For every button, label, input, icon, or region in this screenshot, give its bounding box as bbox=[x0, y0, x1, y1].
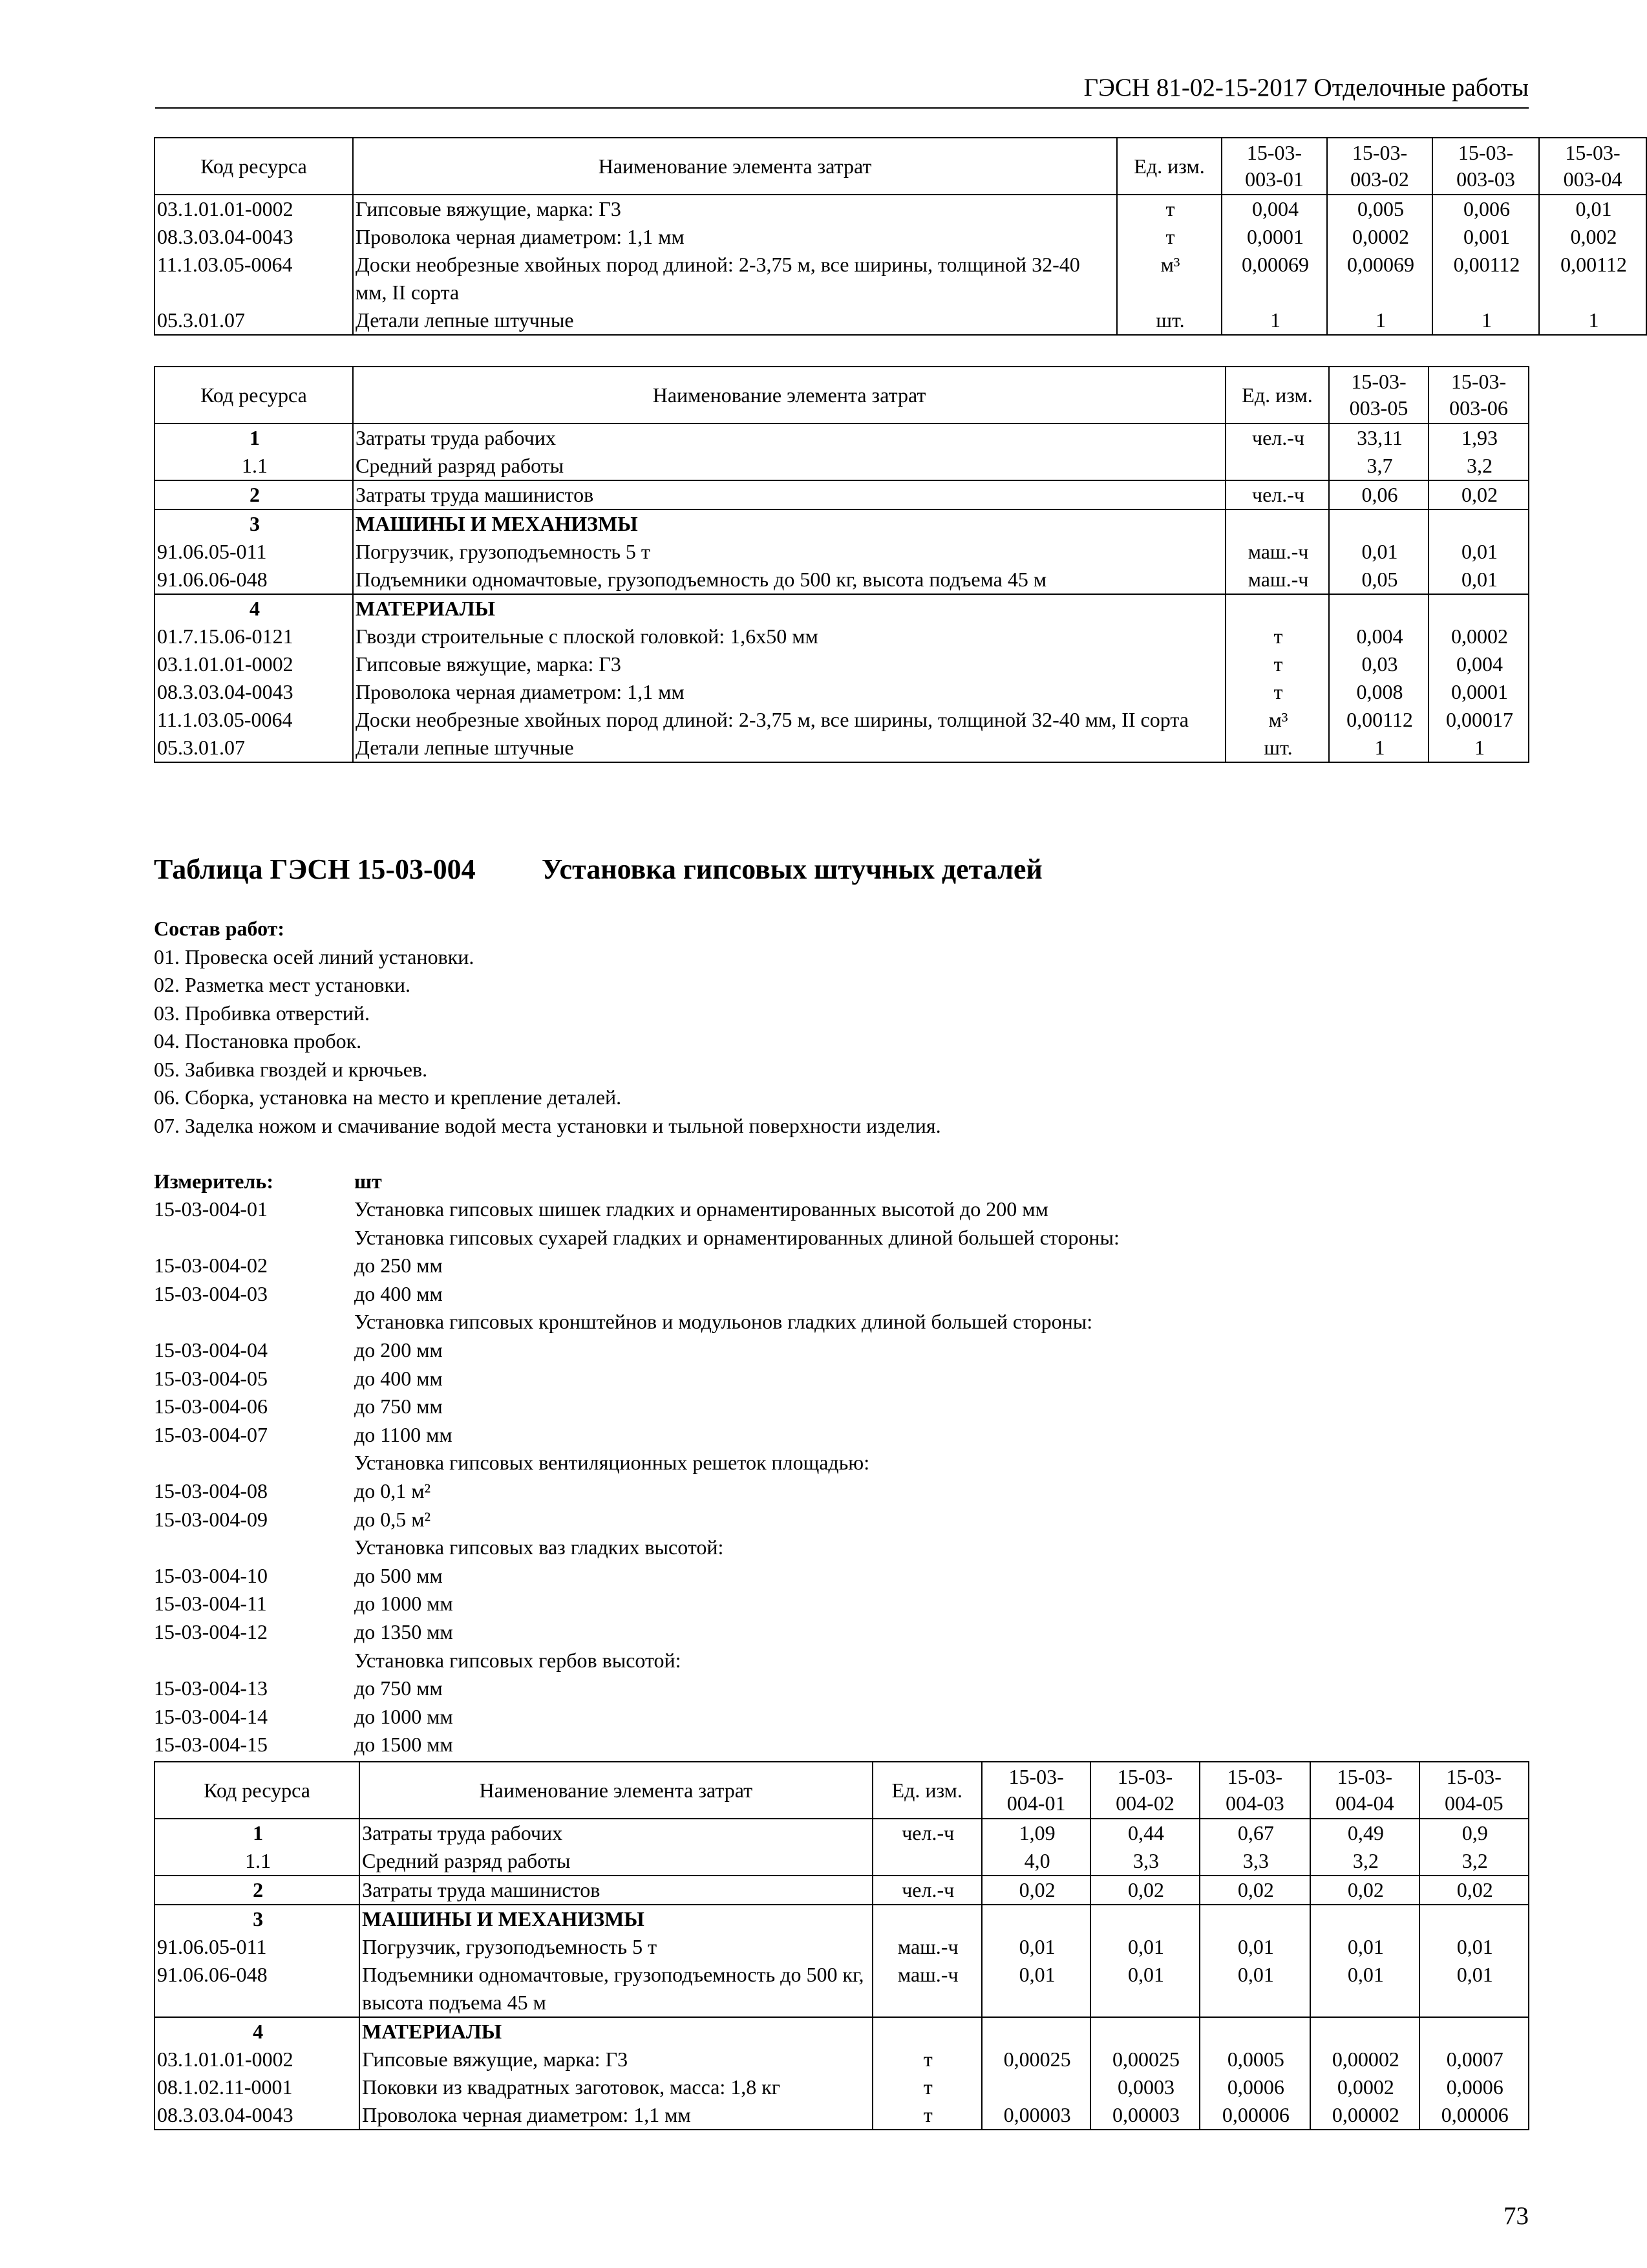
norm-value: 33,11 bbox=[1329, 423, 1429, 452]
norm-value: 3,2 bbox=[1310, 1847, 1419, 1876]
norm-code: 15-03-004-06 bbox=[154, 1395, 268, 1418]
resource-code: 3 bbox=[154, 1905, 359, 1933]
norm-description: до 0,5 м² bbox=[354, 1507, 431, 1531]
composition-title: Состав работ: bbox=[154, 917, 285, 940]
table-number: Таблица ГЭСН 15-03-004 bbox=[154, 853, 476, 885]
table-row bbox=[154, 480, 1529, 509]
norm-value: 3,2 bbox=[1429, 452, 1529, 480]
norm-code: 15-03-004-10 bbox=[154, 1563, 268, 1587]
column-header: 15-03- 003-05 bbox=[1329, 367, 1429, 423]
column-header: Код ресурса bbox=[154, 367, 353, 423]
norm-code: 15-03-004-05 bbox=[154, 1366, 268, 1390]
unit: чел.-ч bbox=[873, 1876, 982, 1905]
table-row bbox=[154, 306, 1646, 335]
unit: т bbox=[1117, 223, 1222, 251]
norm-value: 0,02 bbox=[1200, 1876, 1310, 1905]
norm-value: 1 bbox=[1327, 306, 1432, 335]
norm-value bbox=[1200, 1905, 1310, 1933]
norm-list-item bbox=[154, 1674, 1447, 1703]
resource-code: 01.7.15.06-0121 bbox=[154, 623, 353, 650]
norm-value: 0,01 bbox=[982, 1933, 1090, 1961]
norm-list-item bbox=[154, 1195, 1447, 1224]
norm-value: 4,0 bbox=[982, 1847, 1090, 1876]
unit: чел.-ч bbox=[1226, 423, 1329, 452]
cost-element-name: Проволока черная диаметром: 1,1 мм bbox=[353, 678, 1226, 706]
unit: м³ bbox=[1226, 706, 1329, 734]
cost-element-name: Затраты труда рабочих bbox=[359, 1819, 872, 1847]
unit: т bbox=[1226, 678, 1329, 706]
table-row bbox=[154, 452, 1529, 480]
resource-code: 91.06.05-011 bbox=[154, 1933, 359, 1961]
column-header: 15-03- 004-04 bbox=[1310, 1762, 1419, 1819]
norm-value: 0,01 bbox=[1429, 538, 1529, 566]
norm-description: до 400 мм bbox=[354, 1366, 443, 1390]
norm-value: 0,00006 bbox=[1200, 2101, 1310, 2130]
norm-value: 0,01 bbox=[1419, 1961, 1529, 2017]
norm-list-item bbox=[154, 1393, 1447, 1421]
norm-value bbox=[1329, 509, 1429, 538]
table-header-row bbox=[154, 138, 1646, 195]
table-row bbox=[154, 1876, 1529, 1905]
norm-description: до 1000 мм bbox=[354, 1592, 453, 1616]
composition-item: 07. Заделка ножом и смачивание водой места установки и тыльной поверхности изделия. bbox=[154, 1113, 941, 1137]
resource-code: 08.3.03.04-0043 bbox=[154, 678, 353, 706]
norm-value bbox=[1310, 1905, 1419, 1933]
column-header: Наименование элемента затрат bbox=[359, 1762, 872, 1819]
norm-value: 0,008 bbox=[1329, 678, 1429, 706]
norm-code: 15-03-004-01 bbox=[154, 1197, 268, 1221]
resource-table-3 bbox=[154, 1761, 1529, 2130]
norm-value: 0,00002 bbox=[1310, 2101, 1419, 2130]
cost-element-name: МАШИНЫ И МЕХАНИЗМЫ bbox=[353, 509, 1226, 538]
norm-value: 1 bbox=[1429, 734, 1529, 762]
norm-value: 0,00112 bbox=[1539, 251, 1646, 306]
composition-block bbox=[154, 915, 941, 1140]
norm-code: 15-03-004-14 bbox=[154, 1704, 268, 1728]
meter-row bbox=[154, 1168, 1447, 1196]
resource-code: 05.3.01.07 bbox=[154, 734, 353, 762]
norm-value: 0,004 bbox=[1429, 650, 1529, 678]
unit: т bbox=[873, 2046, 982, 2073]
table-row bbox=[154, 678, 1529, 706]
resource-code: 91.06.06-048 bbox=[154, 566, 353, 594]
norm-value: 0,00112 bbox=[1329, 706, 1429, 734]
table-row bbox=[154, 223, 1646, 251]
norm-value: 1 bbox=[1539, 306, 1646, 335]
norm-list-item bbox=[154, 1590, 1447, 1618]
table-row bbox=[154, 594, 1529, 623]
norm-value: 0,9 bbox=[1419, 1819, 1529, 1847]
norm-value: 0,0007 bbox=[1419, 2046, 1529, 2073]
resource-code: 2 bbox=[154, 1876, 359, 1905]
unit bbox=[873, 1847, 982, 1876]
norm-value: 0,01 bbox=[1310, 1961, 1419, 2017]
header-rule bbox=[155, 107, 1529, 109]
norm-value: 0,0006 bbox=[1419, 2073, 1529, 2101]
norm-value: 0,0002 bbox=[1327, 223, 1432, 251]
table-row bbox=[154, 1819, 1529, 1847]
norm-value: 0,01 bbox=[1310, 1933, 1419, 1961]
table-header-row bbox=[154, 367, 1529, 423]
composition-item: 01. Провеска осей линий установки. bbox=[154, 945, 474, 968]
norm-value: 0,002 bbox=[1539, 223, 1646, 251]
norm-description: до 200 мм bbox=[354, 1338, 443, 1362]
norm-list-item bbox=[154, 1308, 1447, 1336]
norm-value: 0,00025 bbox=[1090, 2046, 1199, 2073]
meter-unit: шт bbox=[354, 1170, 382, 1193]
norm-list-item bbox=[154, 1618, 1447, 1647]
norm-list-item bbox=[154, 1534, 1447, 1562]
norm-value: 0,06 bbox=[1329, 480, 1429, 509]
norm-value bbox=[1429, 509, 1529, 538]
table-row bbox=[154, 509, 1529, 538]
column-header: 15-03- 003-06 bbox=[1429, 367, 1529, 423]
cost-element-name: Затраты труда машинистов bbox=[359, 1876, 872, 1905]
table-row bbox=[154, 1933, 1529, 1961]
norm-list-item bbox=[154, 1224, 1447, 1252]
unit bbox=[873, 2017, 982, 2046]
resource-code: 91.06.06-048 bbox=[154, 1961, 359, 2017]
norm-code: 15-03-004-13 bbox=[154, 1676, 268, 1700]
cost-element-name: Поковки из квадратных заготовок, масса: 1,8 кг bbox=[359, 2073, 872, 2101]
unit: чел.-ч bbox=[1226, 480, 1329, 509]
column-header: Наименование элемента затрат bbox=[353, 367, 1226, 423]
norm-value bbox=[1090, 2017, 1199, 2046]
norm-list-item bbox=[154, 1365, 1447, 1393]
resource-code: 1.1 bbox=[154, 452, 353, 480]
norm-list-item bbox=[154, 1506, 1447, 1534]
norm-value: 0,05 bbox=[1329, 566, 1429, 594]
norm-description: Установка гипсовых вентиляционных решеток площадью: bbox=[354, 1451, 870, 1475]
resource-table-1 bbox=[154, 137, 1647, 336]
column-header: 15-03- 004-01 bbox=[982, 1762, 1090, 1819]
resource-code: 05.3.01.07 bbox=[154, 306, 353, 335]
resource-code: 08.3.03.04-0043 bbox=[154, 223, 353, 251]
column-header: Ед. изм. bbox=[1117, 138, 1222, 195]
table-row bbox=[154, 734, 1529, 762]
norm-description: до 500 мм bbox=[354, 1563, 443, 1587]
norm-value: 0,44 bbox=[1090, 1819, 1199, 1847]
norm-value: 0,01 bbox=[1539, 195, 1646, 223]
norm-list-item bbox=[154, 1647, 1447, 1675]
norm-value: 3,2 bbox=[1419, 1847, 1529, 1876]
table-row bbox=[154, 1961, 1529, 2017]
column-header: Ед. изм. bbox=[873, 1762, 982, 1819]
norm-value: 0,02 bbox=[1419, 1876, 1529, 1905]
column-header: 15-03- 003-03 bbox=[1432, 138, 1539, 195]
column-header: 15-03- 004-02 bbox=[1090, 1762, 1199, 1819]
norm-list-item bbox=[154, 1421, 1447, 1450]
norm-description: до 250 мм bbox=[354, 1254, 443, 1278]
table-row bbox=[154, 623, 1529, 650]
unit: т bbox=[1226, 650, 1329, 678]
norm-list-item bbox=[154, 1336, 1447, 1365]
composition-item: 05. Забивка гвоздей и крючьев. bbox=[154, 1057, 428, 1081]
norm-code: 15-03-004-08 bbox=[154, 1479, 268, 1503]
norm-code: 15-03-004-04 bbox=[154, 1338, 268, 1362]
table-row bbox=[154, 2073, 1529, 2101]
norm-value bbox=[1090, 1905, 1199, 1933]
norm-code: 15-03-004-07 bbox=[154, 1422, 268, 1446]
cost-element-name: Доски необрезные хвойных пород длиной: 2-3,75 м, все ширины, толщиной 32-40 мм, II сорта bbox=[353, 706, 1226, 734]
norm-value: 0,01 bbox=[1090, 1933, 1199, 1961]
norm-value: 0,004 bbox=[1222, 195, 1327, 223]
norm-value: 0,00006 bbox=[1419, 2101, 1529, 2130]
unit bbox=[1226, 452, 1329, 480]
norm-value: 0,00017 bbox=[1429, 706, 1529, 734]
unit bbox=[1226, 594, 1329, 623]
cost-element-name: Погрузчик, грузоподъемность 5 т bbox=[353, 538, 1226, 566]
norm-value: 0,03 bbox=[1329, 650, 1429, 678]
cost-element-name: Затраты труда машинистов bbox=[353, 480, 1226, 509]
composition-item: 04. Постановка пробок. bbox=[154, 1029, 362, 1053]
resource-code: 1 bbox=[154, 423, 353, 452]
norm-value: 1 bbox=[1432, 306, 1539, 335]
resource-code: 2 bbox=[154, 480, 353, 509]
unit: маш.-ч bbox=[873, 1933, 982, 1961]
norm-value: 0,00025 bbox=[982, 2046, 1090, 2073]
norm-value: 0,00069 bbox=[1327, 251, 1432, 306]
norm-value: 1,09 bbox=[982, 1819, 1090, 1847]
cost-element-name: Средний разряд работы bbox=[359, 1847, 872, 1876]
norm-value: 0,005 bbox=[1327, 195, 1432, 223]
norm-value: 3,3 bbox=[1200, 1847, 1310, 1876]
norm-value: 0,0006 bbox=[1200, 2073, 1310, 2101]
norm-value: 0,01 bbox=[1429, 566, 1529, 594]
table-row bbox=[154, 566, 1529, 594]
unit: т bbox=[873, 2101, 982, 2130]
norm-list-item bbox=[154, 1731, 1447, 1759]
resource-code: 1 bbox=[154, 1819, 359, 1847]
norm-code: 15-03-004-11 bbox=[154, 1592, 267, 1616]
cost-element-name: Гипсовые вяжущие, марка: Г3 bbox=[353, 650, 1226, 678]
table-row bbox=[154, 195, 1646, 223]
table-row bbox=[154, 538, 1529, 566]
norm-value bbox=[1310, 2017, 1419, 2046]
composition-item: 03. Пробивка отверстий. bbox=[154, 1001, 370, 1025]
norm-list-item bbox=[154, 1477, 1447, 1506]
norm-list-item bbox=[154, 1280, 1447, 1309]
norm-description: до 1100 мм bbox=[354, 1422, 452, 1446]
norm-value: 0,00002 bbox=[1310, 2046, 1419, 2073]
cost-element-name: Проволока черная диаметром: 1,1 мм bbox=[359, 2101, 872, 2130]
table-row bbox=[154, 423, 1529, 452]
column-header: 15-03- 004-03 bbox=[1200, 1762, 1310, 1819]
norm-value: 0,0001 bbox=[1429, 678, 1529, 706]
cost-element-name: Подъемники одномачтовые, грузоподъемность до 500 кг, высота подъема 45 м bbox=[353, 566, 1226, 594]
column-header: 15-03- 004-05 bbox=[1419, 1762, 1529, 1819]
resource-code: 91.06.05-011 bbox=[154, 538, 353, 566]
column-header: Код ресурса bbox=[154, 138, 353, 195]
column-header: 15-03- 003-02 bbox=[1327, 138, 1432, 195]
norm-description: до 0,1 м² bbox=[354, 1479, 431, 1503]
norm-code: 15-03-004-12 bbox=[154, 1620, 268, 1643]
norm-list-item bbox=[154, 1703, 1447, 1731]
norm-description: Установка гипсовых сухарей гладких и орнаментированных длиной большей стороны: bbox=[354, 1225, 1120, 1249]
composition-item: 02. Разметка мест установки. bbox=[154, 973, 411, 996]
norm-description: Установка гипсовых кронштейнов и модульонов гладких длиной большей стороны: bbox=[354, 1310, 1093, 1334]
norm-value: 0,006 bbox=[1432, 195, 1539, 223]
norm-value bbox=[1329, 594, 1429, 623]
norm-description: Установка гипсовых гербов высотой: bbox=[354, 1648, 681, 1672]
unit: маш.-ч bbox=[1226, 538, 1329, 566]
unit: м³ bbox=[1117, 251, 1222, 306]
resource-code: 08.3.03.04-0043 bbox=[154, 2101, 359, 2130]
cost-element-name: Средний разряд работы bbox=[353, 452, 1226, 480]
table-row bbox=[154, 1905, 1529, 1933]
unit: маш.-ч bbox=[873, 1961, 982, 2017]
cost-element-name: Детали лепные штучные bbox=[353, 306, 1117, 335]
norm-code: 15-03-004-03 bbox=[154, 1281, 268, 1305]
unit: т bbox=[1226, 623, 1329, 650]
resource-code: 4 bbox=[154, 2017, 359, 2046]
resource-code: 11.1.03.05-0064 bbox=[154, 251, 353, 306]
table-row bbox=[154, 251, 1646, 306]
norm-value: 0,02 bbox=[982, 1876, 1090, 1905]
resource-code: 03.1.01.01-0002 bbox=[154, 650, 353, 678]
norm-description: до 400 мм bbox=[354, 1281, 443, 1305]
norm-description: до 750 мм bbox=[354, 1676, 443, 1700]
norm-value bbox=[1200, 2017, 1310, 2046]
unit: т bbox=[873, 2073, 982, 2101]
norm-value: 3,7 bbox=[1329, 452, 1429, 480]
unit bbox=[873, 1905, 982, 1933]
norm-value: 0,0005 bbox=[1200, 2046, 1310, 2073]
unit bbox=[1226, 509, 1329, 538]
norm-value bbox=[1419, 1905, 1529, 1933]
resource-code: 1.1 bbox=[154, 1847, 359, 1876]
cost-element-name: Гвозди строительные с плоской головкой: 1,6х50 мм bbox=[353, 623, 1226, 650]
norm-list-item bbox=[154, 1252, 1447, 1280]
norm-value: 0,01 bbox=[1200, 1933, 1310, 1961]
norm-value: 1 bbox=[1222, 306, 1327, 335]
resource-code: 4 bbox=[154, 594, 353, 623]
table-header-row bbox=[154, 1762, 1529, 1819]
table-row bbox=[154, 2017, 1529, 2046]
cost-element-name: МАШИНЫ И МЕХАНИЗМЫ bbox=[359, 1905, 872, 1933]
table-row bbox=[154, 650, 1529, 678]
cost-element-name: Подъемники одномачтовые, грузоподъемность до 500 кг, высота подъема 45 м bbox=[359, 1961, 872, 2017]
norm-value: 0,00003 bbox=[1090, 2101, 1199, 2130]
cost-element-name: Доски необрезные хвойных пород длиной: 2-3,75 м, все ширины, толщиной 32-40 мм, II сорта bbox=[353, 251, 1117, 306]
meter-label: Измеритель: bbox=[154, 1170, 273, 1193]
unit: маш.-ч bbox=[1226, 566, 1329, 594]
norm-value: 3,3 bbox=[1090, 1847, 1199, 1876]
norm-value bbox=[982, 2017, 1090, 2046]
norm-value: 0,02 bbox=[1090, 1876, 1199, 1905]
norm-value: 1,93 bbox=[1429, 423, 1529, 452]
norm-value: 0,00069 bbox=[1222, 251, 1327, 306]
norm-value: 0,00003 bbox=[982, 2101, 1090, 2130]
cost-element-name: Детали лепные штучные bbox=[353, 734, 1226, 762]
table-row bbox=[154, 706, 1529, 734]
cost-element-name: Гипсовые вяжущие, марка: Г3 bbox=[353, 195, 1117, 223]
norm-value: 0,0001 bbox=[1222, 223, 1327, 251]
norm-description: до 1500 мм bbox=[354, 1733, 453, 1757]
cost-element-name: МАТЕРИАЛЫ bbox=[353, 594, 1226, 623]
norm-value: 0,001 bbox=[1432, 223, 1539, 251]
norm-value bbox=[1429, 594, 1529, 623]
norm-description: до 1000 мм bbox=[354, 1704, 453, 1728]
norm-value: 0,0003 bbox=[1090, 2073, 1199, 2101]
norm-value: 1 bbox=[1329, 734, 1429, 762]
composition-item: 06. Сборка, установка на место и крепление деталей. bbox=[154, 1086, 622, 1109]
table-title: Установка гипсовых штучных деталей bbox=[542, 853, 1043, 885]
norm-description: до 1350 мм bbox=[354, 1620, 453, 1643]
norm-value: 0,0002 bbox=[1429, 623, 1529, 650]
norm-value: 0,01 bbox=[982, 1961, 1090, 2017]
norm-value bbox=[1419, 2017, 1529, 2046]
resource-code: 08.1.02.11-0001 bbox=[154, 2073, 359, 2101]
column-header: 15-03- 003-04 bbox=[1539, 138, 1646, 195]
norm-value: 0,0002 bbox=[1310, 2073, 1419, 2101]
resource-code: 03.1.01.01-0002 bbox=[154, 195, 353, 223]
cost-element-name: МАТЕРИАЛЫ bbox=[359, 2017, 872, 2046]
norm-value: 0,49 bbox=[1310, 1819, 1419, 1847]
norm-value bbox=[982, 1905, 1090, 1933]
page-number: 73 bbox=[1504, 2202, 1529, 2230]
unit: т bbox=[1117, 195, 1222, 223]
norm-value bbox=[982, 2073, 1090, 2101]
resource-code: 3 bbox=[154, 509, 353, 538]
cost-element-name: Затраты труда рабочих bbox=[353, 423, 1226, 452]
composition-list bbox=[154, 943, 941, 1140]
norm-value: 0,01 bbox=[1329, 538, 1429, 566]
norm-code: 15-03-004-02 bbox=[154, 1254, 268, 1278]
norm-list-item bbox=[154, 1562, 1447, 1590]
norm-code: 15-03-004-09 bbox=[154, 1507, 268, 1531]
resource-table-2 bbox=[154, 366, 1529, 763]
norm-value: 0,02 bbox=[1429, 480, 1529, 509]
table-row bbox=[154, 2046, 1529, 2073]
norm-value: 0,01 bbox=[1419, 1933, 1529, 1961]
norm-description: до 750 мм bbox=[354, 1395, 443, 1418]
running-header: ГЭСН 81-02-15-2017 Отделочные работы bbox=[1083, 74, 1529, 102]
table-row bbox=[154, 1847, 1529, 1876]
norm-code: 15-03-004-15 bbox=[154, 1733, 268, 1757]
table-row bbox=[154, 2101, 1529, 2130]
unit: шт. bbox=[1117, 306, 1222, 335]
norm-value: 0,01 bbox=[1200, 1961, 1310, 2017]
cost-element-name: Гипсовые вяжущие, марка: Г3 bbox=[359, 2046, 872, 2073]
norm-description: Установка гипсовых шишек гладких и орнаментированных высотой до 200 мм bbox=[354, 1197, 1048, 1221]
section-title bbox=[154, 852, 1043, 887]
column-header: Код ресурса bbox=[154, 1762, 359, 1819]
unit: шт. bbox=[1226, 734, 1329, 762]
cost-element-name: Проволока черная диаметром: 1,1 мм bbox=[353, 223, 1117, 251]
column-header: Ед. изм. bbox=[1226, 367, 1329, 423]
norm-value: 0,01 bbox=[1090, 1961, 1199, 2017]
resource-code: 03.1.01.01-0002 bbox=[154, 2046, 359, 2073]
norm-value: 0,004 bbox=[1329, 623, 1429, 650]
norm-description: Установка гипсовых ваз гладких высотой: bbox=[354, 1535, 724, 1559]
norm-value: 0,02 bbox=[1310, 1876, 1419, 1905]
unit: чел.-ч bbox=[873, 1819, 982, 1847]
column-header: 15-03- 003-01 bbox=[1222, 138, 1327, 195]
resource-code: 11.1.03.05-0064 bbox=[154, 706, 353, 734]
norm-list-item bbox=[154, 1449, 1447, 1477]
norm-value: 0,00112 bbox=[1432, 251, 1539, 306]
cost-element-name: Погрузчик, грузоподъемность 5 т bbox=[359, 1933, 872, 1961]
column-header: Наименование элемента затрат bbox=[353, 138, 1117, 195]
norm-value: 0,67 bbox=[1200, 1819, 1310, 1847]
